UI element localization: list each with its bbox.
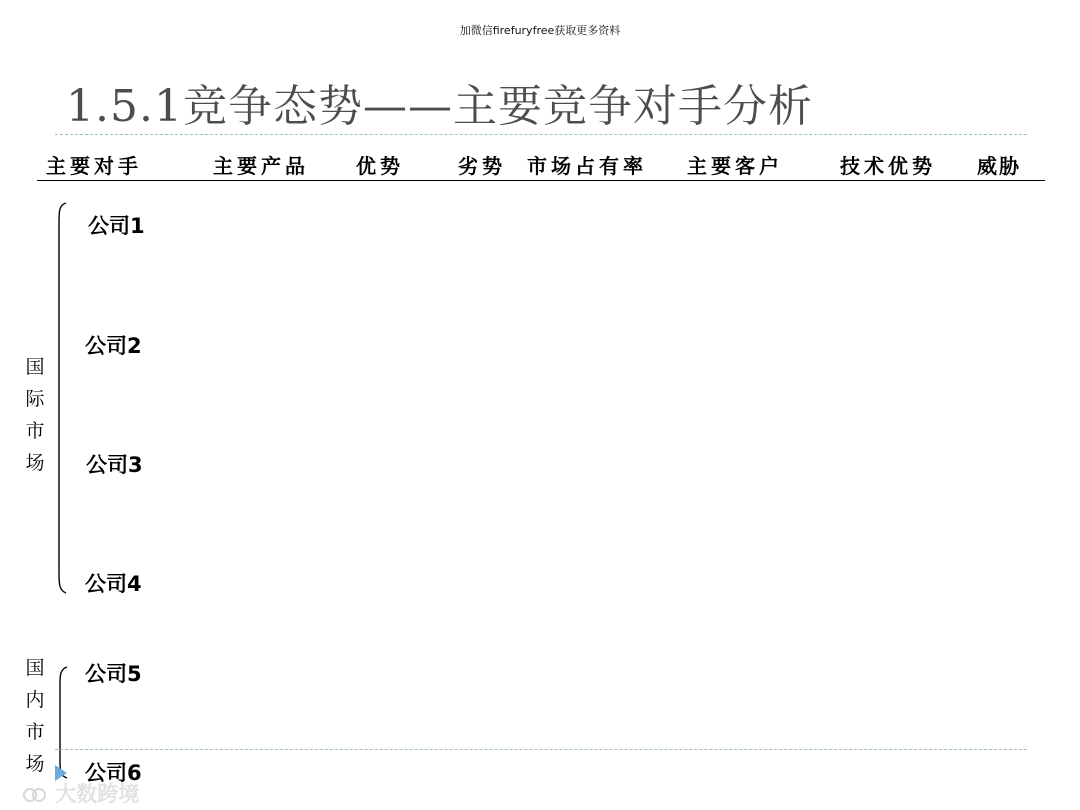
title-divider: [55, 134, 1027, 135]
brace-icon: [52, 200, 72, 596]
company-5: 公司5: [85, 662, 142, 686]
watermark-text: 大数跨境: [55, 782, 140, 806]
watermark: [22, 778, 139, 808]
company-6: 公司6: [85, 761, 142, 785]
col-header-product: 主要产品: [213, 154, 309, 178]
footer-divider: [55, 749, 1027, 750]
table-header: [0, 150, 1080, 184]
col-header-market-share: 市场占有率: [527, 154, 647, 178]
col-header-threat: 威胁: [977, 154, 1021, 178]
page-title: 1.5.1竞争态势——主要竞争对手分析: [66, 81, 813, 132]
col-header-customers: 主要客户: [687, 154, 783, 178]
col-header-tech-advantage: 技术优势: [840, 154, 936, 178]
col-header-advantage: 优势: [356, 154, 404, 178]
col-header-competitor: 主要对手: [46, 154, 142, 178]
header-rule: [37, 180, 1045, 181]
group-label-domestic: 国 内 市 场: [25, 657, 45, 775]
company-2: 公司2: [85, 334, 142, 358]
company-1: 公司1: [88, 214, 145, 238]
top-notice: 加微信firefuryfree获取更多资料: [459, 24, 621, 37]
group-label-international: 国 际 市 场: [25, 356, 45, 474]
watermark-logo-icon: [22, 786, 48, 804]
company-3: 公司3: [86, 453, 143, 477]
col-header-disadvantage: 劣势: [458, 154, 506, 178]
company-4: 公司4: [85, 572, 142, 596]
